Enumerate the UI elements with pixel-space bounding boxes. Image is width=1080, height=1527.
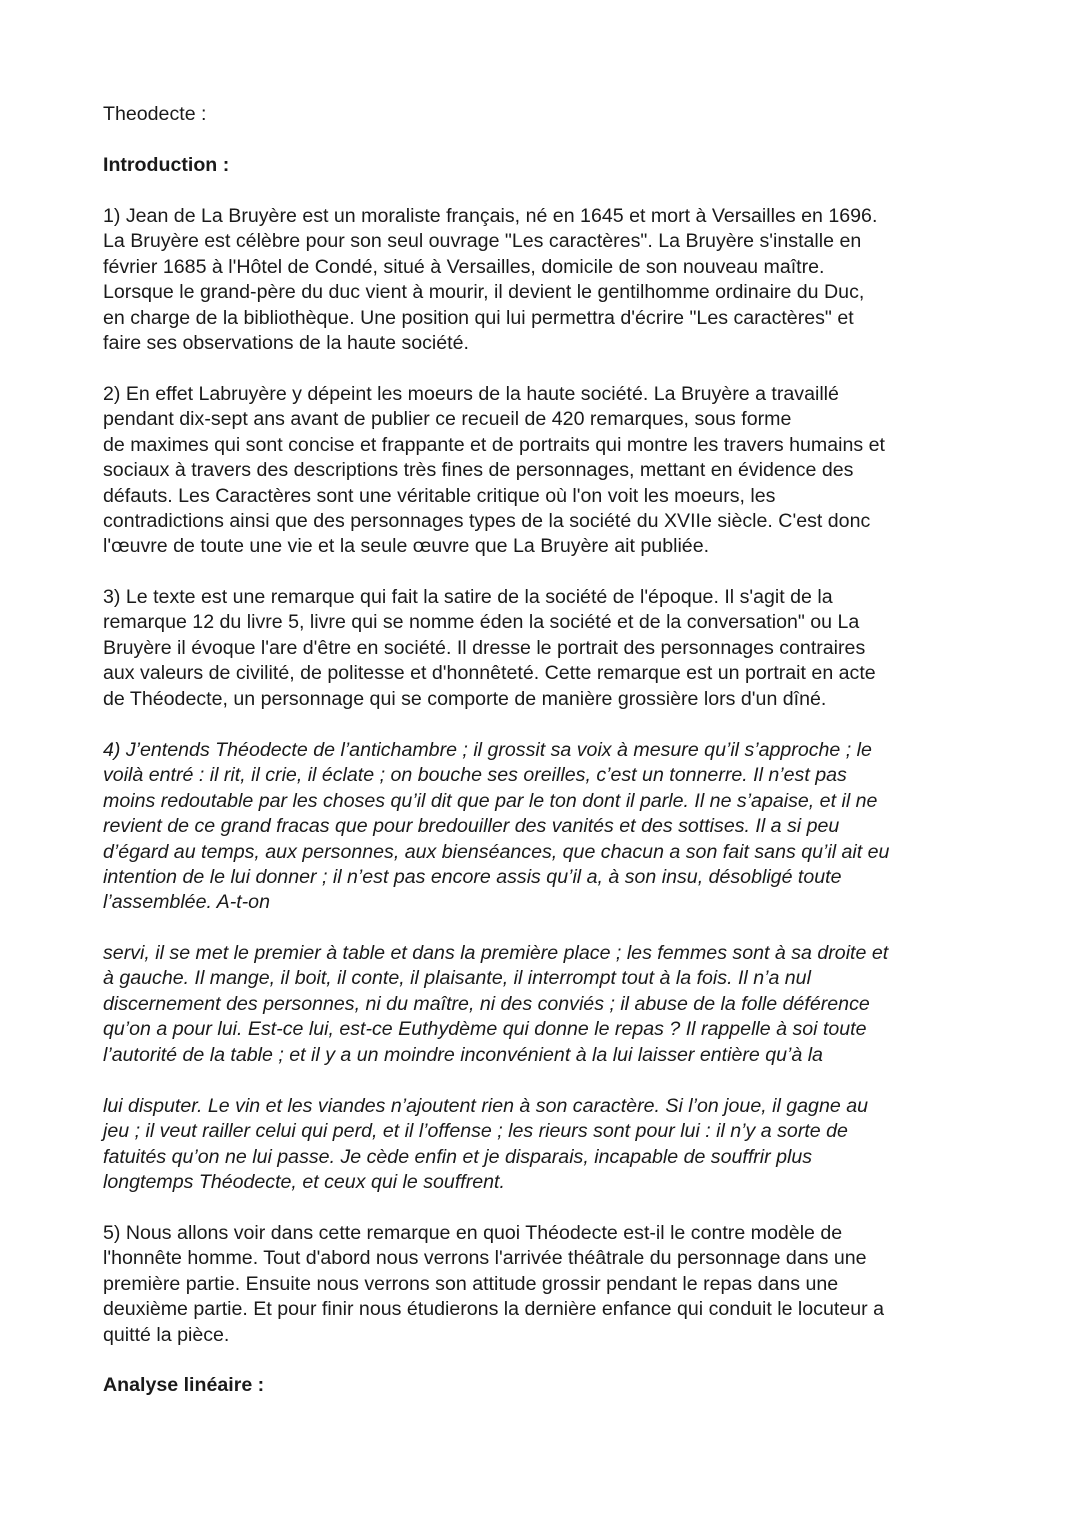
paragraph-line: Bruyère il évoque l'are d'être en société. Il dresse le portrait des personnages contraires xyxy=(103,636,866,659)
quote-line: d’égard au temps, aux personnes, aux bienséances, que chacun a son fait sans qu’il ait eu xyxy=(103,840,890,863)
paragraph-line: La Bruyère est célèbre pour son seul ouvrage "Les caractères". La Bruyère s'installe en xyxy=(103,230,862,253)
quoted-text-part-3 xyxy=(103,1094,983,1196)
paragraph-line: février 1685 à l'Hôtel de Condé, situé à Versailles, domicile de son nouveau maître. xyxy=(103,255,825,278)
quoted-text-part-2 xyxy=(103,941,983,1068)
quote-line: qu’on a pour lui. Est-ce lui, est-ce Euthydème qui donne le repas ? Il rappelle à soi toute xyxy=(103,1018,867,1041)
paragraph-line: première partie. Ensuite nous verrons son attitude grossir pendant le repas dans une xyxy=(103,1272,839,1295)
title-text: Theodecte : xyxy=(103,103,207,125)
paragraph-line: 1) Jean de La Bruyère est un moraliste français, né en 1645 et mort à Versailles en 1696. xyxy=(103,205,878,227)
quote-line: voilà entré : il rit, il crie, il éclate ; on bouche ses oreilles, c’est un tonnerre. Il n’est pas xyxy=(103,764,847,787)
paragraph-1 xyxy=(103,204,983,356)
quote-line: 4) J’entends Théodecte de l’antichambre ; il grossit sa voix à mesure qu’il s’approche ; le xyxy=(103,739,872,761)
paragraph-line: en charge de la bibliothèque. Une position qui lui permettra d'écrire "Les caractères" et xyxy=(103,306,854,329)
quote-line: à gauche. Il mange, il boit, il conte, il plaisante, il interrompt tout à la fois. Il n’a nul xyxy=(103,967,811,990)
document-title xyxy=(103,102,983,127)
paragraph-line: de Théodecte, un personnage qui se comporte de manière grossière lors d'un dîné. xyxy=(103,687,827,710)
paragraph-line: quitté la pièce. xyxy=(103,1323,230,1346)
paragraph-line: deuxième partie. Et pour finir nous étudierons la dernière enfance qui conduit le locuteur a xyxy=(103,1298,884,1321)
quote-line: l’assemblée. A-t-on xyxy=(103,891,270,914)
quote-line: servi, il se met le premier à table et dans la première place ; les femmes sont à sa droite et xyxy=(103,942,889,964)
quote-line: jeu ; il veut railler celui qui perd, et il l’offense ; les rieurs sont pour lui : il n’y a sorte de xyxy=(103,1120,848,1143)
quote-line: moins redoutable par les choses qu’il dit que par le ton dont il parle. Il ne s’apaise, et il ne xyxy=(103,789,878,812)
quote-line: l’autorité de la table ; et il y a un moindre inconvénient à la lui laisser entière qu’à la xyxy=(103,1043,823,1066)
quote-line: revient de ce grand fracas que pour bredouiller des vanités et des sottises. Il a si peu xyxy=(103,815,840,838)
paragraph-2 xyxy=(103,382,983,560)
heading-text: Analyse linéaire : xyxy=(103,1374,265,1396)
paragraph-line: aux valeurs de civilité, de politesse et d'honnêteté. Cette remarque est un portrait en acte xyxy=(103,662,876,685)
paragraph-line: 5) Nous allons voir dans cette remarque en quoi Théodecte est-il le contre modèle de xyxy=(103,1222,843,1244)
paragraph-3 xyxy=(103,585,983,712)
paragraph-line: pendant dix-sept ans avant de publier ce recueil de 420 remarques, sous forme xyxy=(103,408,792,431)
introduction-heading xyxy=(103,153,983,178)
paragraph-5 xyxy=(103,1221,983,1348)
quote-line: longtemps Théodecte, et ceux qui le souffrent. xyxy=(103,1171,505,1194)
paragraph-line: contradictions ainsi que des personnages types de la société du XVIIe siècle. C'est donc xyxy=(103,510,871,533)
paragraph-line: 3) Le texte est une remarque qui fait la satire de la société de l'époque. Il s'agit de la xyxy=(103,586,833,608)
paragraph-line: défauts. Les Caractères sont une véritable critique où l'on voit les moeurs, les xyxy=(103,484,776,507)
paragraph-line: l'œuvre de toute une vie et la seule œuvre que La Bruyère ait publiée. xyxy=(103,535,710,558)
quote-line: intention de le lui donner ; il n’est pas encore assis qu’il a, à son insu, désobligé toute xyxy=(103,866,842,889)
heading-text: Introduction : xyxy=(103,154,230,176)
paragraph-line: 2) En effet Labruyère y dépeint les moeurs de la haute société. La Bruyère a travaillé xyxy=(103,383,839,405)
paragraph-line: de maximes qui sont concise et frappante et de portraits qui montre les travers humains et xyxy=(103,433,885,456)
paragraph-line: faire ses observations de la haute société. xyxy=(103,332,469,355)
quote-line: discernement des personnes, ni du maître, ni des conviés ; il abuse de la folle déférence xyxy=(103,992,870,1015)
quote-line: fatuités qu’on ne lui passe. Je cède enfin et je disparais, incapable de souffrir plus xyxy=(103,1145,813,1168)
paragraph-line: Lorsque le grand-père du duc vient à mourir, il devient le gentilhomme ordinaire du Duc, xyxy=(103,281,865,304)
analysis-heading xyxy=(103,1373,983,1398)
paragraph-line: remarque 12 du livre 5, livre qui se nomme éden la société et de la conversation" ou La xyxy=(103,611,860,634)
paragraph-line: sociaux à travers des descriptions très fines de personnages, mettant en évidence des xyxy=(103,459,854,482)
quote-line: lui disputer. Le vin et les viandes n’ajoutent rien à son caractère. Si l’on joue, il gagne au xyxy=(103,1095,868,1117)
paragraph-line: l'honnête homme. Tout d'abord nous verrons l'arrivée théâtrale du personnage dans une xyxy=(103,1247,867,1270)
quoted-text-part-1 xyxy=(103,738,983,916)
